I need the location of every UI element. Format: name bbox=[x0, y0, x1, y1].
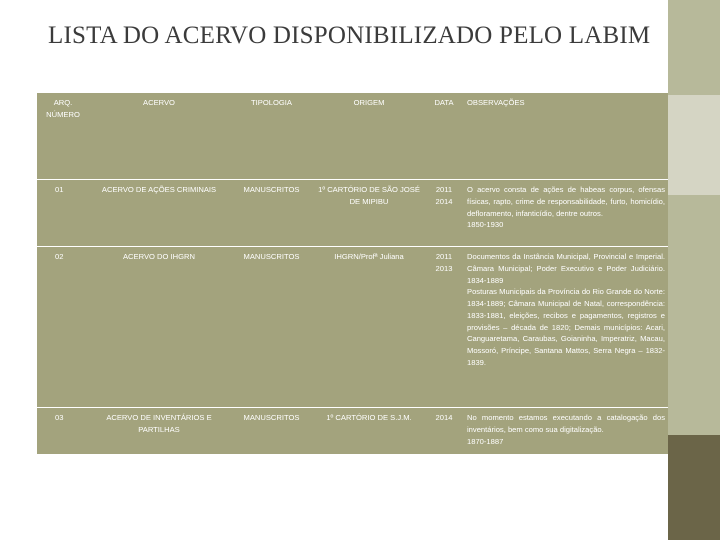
cell-observacoes bbox=[464, 247, 668, 408]
cell-observacoes bbox=[464, 180, 668, 247]
strip-segment bbox=[668, 0, 720, 95]
table-row bbox=[37, 247, 668, 408]
cell-origem: IHGRN/Profª Juliana bbox=[314, 247, 424, 408]
cell-numero: 03 bbox=[37, 408, 89, 455]
cell-origem: 1º CARTÓRIO DE S.J.M. bbox=[314, 408, 424, 455]
header-origem: ORIGEM bbox=[314, 93, 424, 180]
table-header-row bbox=[37, 93, 668, 180]
cell-acervo: ACERVO DO IHGRN bbox=[89, 247, 229, 408]
obs-text: No momento estamos executando a catalogação dos inventários, bem como sua digitalização. bbox=[467, 413, 665, 434]
cell-tipologia: MANUSCRITOS bbox=[229, 408, 314, 455]
cell-origem: 1º CARTÓRIO DE SÃO JOSÉ DE MIPIBU bbox=[314, 180, 424, 247]
cell-data bbox=[424, 408, 464, 455]
data-start: 2014 bbox=[435, 413, 453, 422]
cell-acervo: ACERVO DE AÇÕES CRIMINAIS bbox=[89, 180, 229, 247]
header-data: DATA bbox=[424, 93, 464, 180]
header-numero-label: NÚMERO bbox=[46, 109, 80, 119]
page-title: LISTA DO ACERVO DISPONIBILIZADO PELO LABIM bbox=[48, 22, 651, 49]
cell-tipologia: MANUSCRITOS bbox=[229, 180, 314, 247]
strip-segment bbox=[668, 95, 720, 195]
cell-data bbox=[424, 180, 464, 247]
obs-period: 1850-1930 bbox=[467, 220, 504, 230]
data-end: 2013 bbox=[435, 263, 453, 273]
header-observacoes: OBSERVAÇÕES bbox=[464, 93, 668, 180]
data-start: 2011 bbox=[435, 252, 453, 261]
strip-segment bbox=[668, 195, 720, 435]
table-row bbox=[37, 180, 668, 247]
header-acervo: ACERVO bbox=[89, 93, 229, 180]
acervo-table bbox=[37, 92, 668, 455]
header-arq-label: ARQ. bbox=[53, 98, 73, 107]
obs-text: Documentos da Instância Municipal, Provincial e Imperial. Câmara Municipal; Poder Executivo e Poder Judiciário. 1834-1889 bbox=[467, 252, 665, 285]
strip-segment bbox=[668, 435, 720, 540]
cell-observacoes bbox=[464, 408, 668, 455]
data-end: 2014 bbox=[435, 196, 453, 206]
table-row bbox=[37, 408, 668, 455]
header-tipologia: TIPOLOGIA bbox=[229, 93, 314, 180]
obs-period: 1870-1887 bbox=[467, 436, 504, 446]
data-start: 2011 bbox=[435, 185, 453, 194]
header-numero bbox=[37, 93, 89, 180]
cell-numero: 02 bbox=[37, 247, 89, 408]
obs-detail: Posturas Municipais da Província do Rio Grande do Norte: 1834-1889; Câmara Municipal de Natal, correspondência: 1833-1881, eleições, recibos e pagamentos, registros e provisões – década de 1820; Demais municípios: Acari, Canguaretama, Caraubas, Goianinha, Imperatriz, Macau, Mossoró, Príncipe, Santana Mattos, Serra Negra – 1832-1839. bbox=[467, 287, 665, 367]
cell-tipologia: MANUSCRITOS bbox=[229, 247, 314, 408]
obs-text: O acervo consta de ações de habeas corpus, ofensas físicas, rapto, crime de responsabilidade, furto, homicídio, defloramento, infanticídio, dentre outros. bbox=[467, 185, 665, 218]
cell-acervo: ACERVO DE INVENTÁRIOS E PARTILHAS bbox=[89, 408, 229, 455]
cell-numero: 01 bbox=[37, 180, 89, 247]
cell-data bbox=[424, 247, 464, 408]
decorative-side-strip bbox=[668, 0, 720, 540]
